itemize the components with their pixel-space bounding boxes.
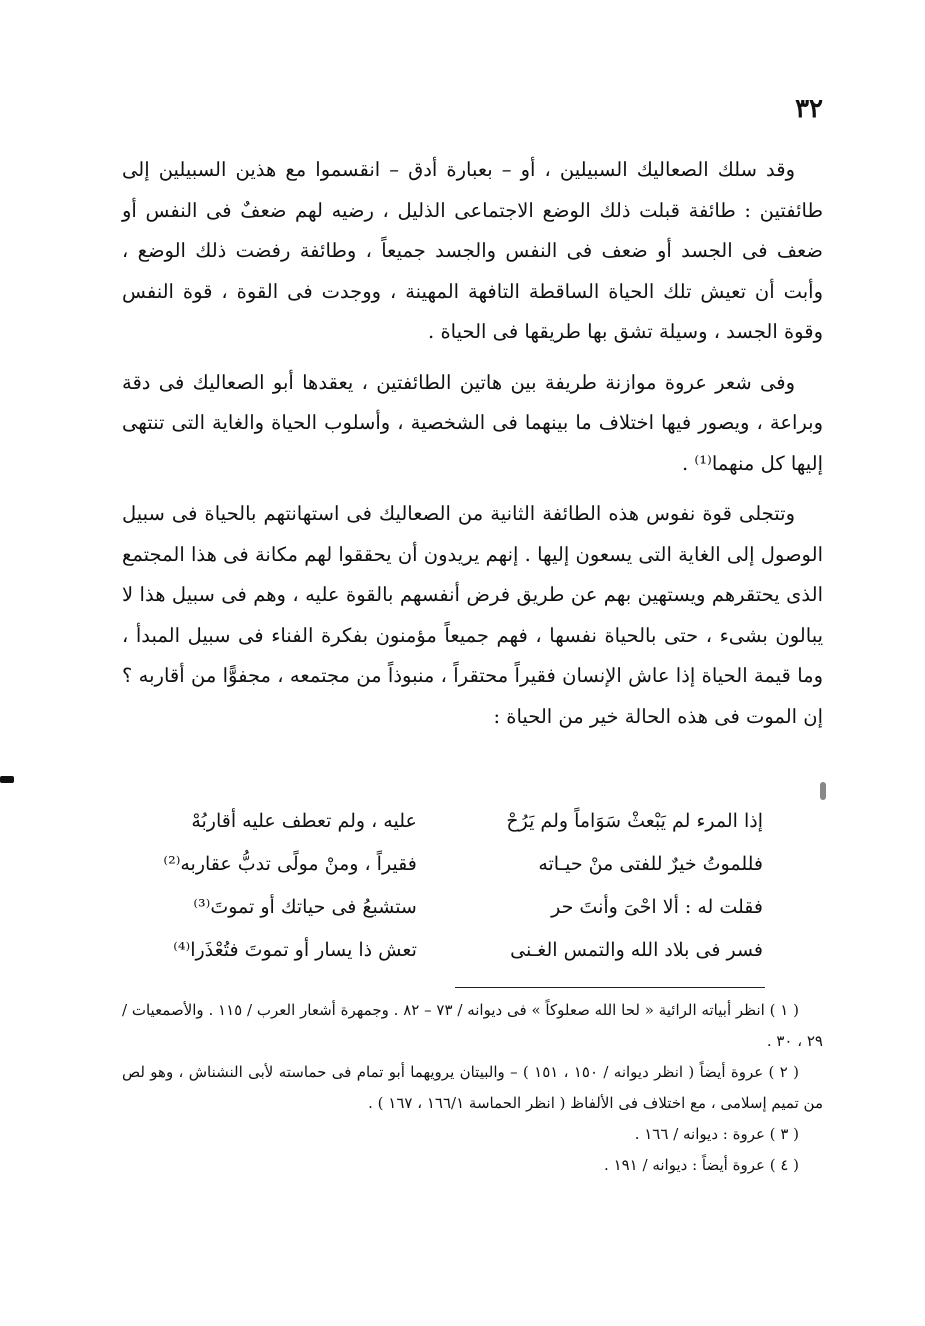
footnote: ( ٤ ) عروة أيضاً : ديوانه / ١٩١ . — [604, 1156, 799, 1174]
verse-line — [122, 929, 763, 972]
footnotes — [122, 995, 823, 1181]
body-text — [122, 150, 823, 747]
verse-second-hemistich: عليه ، ولم تعطف عليه أقاربُهْ — [191, 810, 417, 832]
footnote: ( ٢ ) عروة أيضاً ( انظر ديوانه / ١٥٠ ، ١٥١ ) – والبيتان يرويهما أبو تمام فى حماسته لأبى النشناش ، وهو لص من تميم إسلامى ، مع اختلاف فى الألفاظ ( انظر الحماسة ١٦٦/١ ، ١٦٧ ) . — [122, 1063, 823, 1112]
footnote: ( ١ ) انظر أبياته الرائية « لحا الله صعلوكاً » فى ديوانه / ٧٣ – ٨٢ . وجمهرة أشعار العرب / ١١٥ . والأصمعيات / ٢٩ ، ٣٠ . — [122, 1001, 823, 1050]
verse-first-hemistich: فقلت له : ألا احْىَ وأنتَ حر — [551, 896, 763, 918]
verse-line — [122, 843, 763, 886]
verse-line — [122, 886, 763, 929]
scan-speck — [820, 782, 826, 800]
verse-second-hemistich: فقيراً ، ومنْ مولًى تدبُّ عقاربه⁽²⁾ — [163, 853, 417, 875]
verse-first-hemistich: فللموتُ خيرٌ للفتى منْ حيـاته — [538, 853, 763, 875]
footnote-divider — [455, 987, 765, 988]
verse-second-hemistich: ستشبعُ فى حياتك أو تموتَ⁽³⁾ — [193, 896, 417, 918]
verse-first-hemistich: إذا المرء لم يَبْعثْ سَوَاماً ولم يَرُحْ — [506, 810, 763, 832]
page-number: ٣٢ — [795, 94, 823, 124]
poem-verses — [122, 800, 763, 972]
verse-second-hemistich: تعش ذا يسار أو تموتَ فتُعْذَرا⁽⁴⁾ — [173, 939, 417, 961]
paragraph: وتتجلى قوة نفوس هذه الطائفة الثانية من الصعاليك فى استهانتهم بالحياة فى سبيل الوصول إلى الغاية التى يسعون إليها . إنهم يريدون أن يحققوا لهم مكانة فى هذا المجتمع الذى يحتقرهم ويستهين بهم عن طريق فرض أنفسهم بالقوة عليه ، وهم فى سبيل هذا لا يبالون بشىء ، حتى بالحياة نفسها ، فهم جميعاً مؤمنون بفكرة الفناء فى سبيل المبدأ ، وما قيمة الحياة إذا عاش الإنسان فقيراً محتقراً ، منبوذاً من مجتمعه ، مجفوًّا من أقاربه ؟ إن الموت فى هذه الحالة خير من الحياة : — [122, 502, 823, 728]
paragraph: وفى شعر عروة موازنة طريفة بين هاتين الطائفتين ، يعقدها أبو الصعاليك فى دقة وبراعة ، ويصور فيها اختلاف ما بينهما فى الشخصية ، وأسلوب الحياة والغاية التى تنتهى إليها كل منهما⁽¹⁾ . — [122, 370, 823, 475]
footnote: ( ٣ ) عروة : ديوانه / ١٦٦ . — [634, 1125, 799, 1143]
verse-first-hemistich: فسر فى بلاد الله والتمس الغـنى — [510, 939, 763, 961]
verse-line — [122, 800, 763, 843]
scan-margin-mark — [0, 776, 14, 783]
paragraph: وقد سلك الصعاليك السبيلين ، أو – بعبارة أدق – انقسموا مع هذين السبيلين إلى طائفتين : طائفة قبلت ذلك الوضع الاجتماعى الذليل ، رضيه لهم ضعفٌ فى النفس أو ضعف فى الجسد أو ضعف فى النفس والجسد جميعاً ، وطائفة رفضت ذلك الوضع ، وأبت أن تعيش تلك الحياة الساقطة التافهة المهينة ، ووجدت فى القوة ، قوة النفس وقوة الجسد ، وسيلة تشق بها طريقها فى الحياة . — [122, 158, 823, 343]
